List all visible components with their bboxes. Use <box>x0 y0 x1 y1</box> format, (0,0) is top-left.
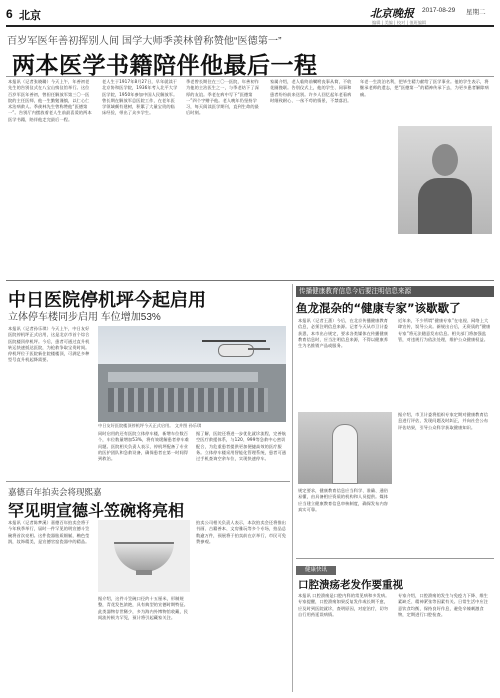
airport-body-left: 本报讯（记者孙乐琪）今天上午，中日友好医院停机坪正式启用，这是北京市首个综合医院楼顶停机坪。今后，患者可通过直升机转运快速抵达医院，为抢救争取宝贵时间。停机坪位于医院新住院楼楼顶，可满足多种型号直升机起降需要。 <box>8 326 90 363</box>
lead-body-col-1: 本报讯（记者张晓璐）今天上午，年善初老先生的告别仪式在八宝山殡仪馆举行。这位百岁军医年善初，曾担任解放军第三〇一医院的主任医师，他一生勤勉谨慎，以仁心仁术治病救人。季羡林先生曾称赞他“医德第一”。告别厅内摆放着老人生前最喜爱的两本医学书籍，陪伴他走完最后一程。 <box>8 79 92 122</box>
airport-headline: 中日医院停机坪今起启用 <box>8 290 206 311</box>
portrait-body <box>418 178 472 234</box>
right-divider-rule <box>296 558 494 559</box>
airport-bottom-rule <box>6 481 290 482</box>
helipad-photo <box>98 326 286 422</box>
bowl-photo <box>98 520 190 592</box>
sculpture-kicker: 嘉德百年拍卖会将现熙嘉 <box>8 487 102 497</box>
right-body-2: 近年来，不少所谓“健康专家”在电视、网络上大肆宣传，误导公众。新规出台后，无资质的“健康专家”将无法随意发布信息。相关部门将加强监管，对违规行为依法处理，维护公众健康权益。 <box>398 318 491 342</box>
masthead-rule <box>6 25 494 27</box>
right-body-3: 规定要求，健康教育信息应当科学、准确、通俗易懂，由具备相应资质的机构和人员提供。媒体应当建立健康教育信息审核制度，确保发布内容真实可靠。 <box>298 488 389 512</box>
right-header-tag: 传播健康教育信息今后要注明信息来源 <box>296 286 494 297</box>
portrait-photo <box>398 126 492 234</box>
issue-date: 2017-08-29 <box>422 7 456 14</box>
lead-body-col-5: 年老一生淡泊名利，把毕生精力献给了医学事业。他的学生表示，将继承老师的遗志，把“医德第一”的精神传承下去，为更多患者解除病痛。 <box>360 79 489 97</box>
right-headline: 鱼龙混杂的“健康专家”该歇歇了 <box>296 301 461 315</box>
lead-kicker: 百岁军医年善初挥别人间 国学大师季羡林曾称赞他“医德第一” <box>7 36 282 47</box>
helicopter-body <box>218 344 254 357</box>
sculpture-body-3: 拍卖公司相关负责人表示，本次拍卖会还将推出书画、古籍善本、文房雅玩等多个专场，拍品总数逾万件，预展将于拍卖前在京举行，市民可免费参观。 <box>196 520 287 544</box>
building-windows <box>108 388 268 412</box>
lead-body-col-4: 家属介绍，老人临终前嘱咐丧事从简，不收花圈挽联。告别仪式上，他的学生、同事和患者纷纷前来送别。许多人回忆起年老看病时细致耐心、一丝不苟的情景，不禁落泪。 <box>270 79 352 103</box>
bottom-right-headline: 口腔溃疡老发作要重视 <box>298 579 403 591</box>
bottom-right-body-2: 专家介绍，口腔溃疡的发生与免疫力下降、维生素缺乏、精神紧张等因素有关。日常生活中应注意饮食均衡，保持良好作息，避免辛辣刺激食物，定期进行口腔检查。 <box>398 593 489 617</box>
portrait-head <box>432 144 458 176</box>
helicopter-tail <box>248 348 270 350</box>
bowl-shape <box>114 542 174 572</box>
right-body-1: 本报讯（记者王蔷）今后，在北京传播健康教育信息，必须注明信息来源。记者今天从市卫计委获悉，本市出台规定，要求各类媒体在传播健康教育信息时，应当注明信息来源，不得以健康养生为名推销产品或服务。 <box>298 318 389 349</box>
helicopter-rotor <box>202 340 266 342</box>
sculpture-body-2: 据介绍，这件斗笠碗口径约十五厘米，形制规整，青花发色浓艳，具有典型的宣德时期特征。此类器物存世稀少，多为海内外博物馆收藏，民间流传极为罕见，预计将引起藏家关注。 <box>98 596 189 620</box>
page-number: 6 <box>6 7 13 21</box>
bottom-right-body-1: 本报讯 口腔溃疡是口腔内科的常见病和多发病。专家提醒，口腔溃疡如果反复发作或长期不愈，应及时到医院就诊，查明原因，对症治疗，切勿自行用药延误病情。 <box>298 593 390 617</box>
lead-bottom-rule <box>6 280 494 281</box>
editor-line: 编辑 | 美编 | 校对 | 值班编辑 <box>372 20 427 25</box>
right-body-4: 据介绍，市卫计委将组织专家定期对健康教育信息进行评估，发现问题及时纠正，并向社会公布评估结果，引导公众科学获取健康知识。 <box>398 412 489 430</box>
airport-subheadline: 立体停车楼同步启用 车位增加53% <box>8 312 161 323</box>
sculpture-body-1: 本报讯（记者陈梦溪）嘉德百年拍卖会将于今年秋季举行，届时一件罕见的明宣德斗笠碗将首次亮相。这件瓷器胎质细腻，釉色莹润，纹饰精美，是宣德官窑瓷器中的精品。 <box>8 520 90 544</box>
section-name: 北京 <box>19 10 41 22</box>
helipad-caption: 中日友好医院楼顶停机坪今天正式启用。 文并图 孙乐琪 <box>98 423 202 428</box>
lead-headline: 两本医学书籍陪伴他最后一程 <box>12 53 318 79</box>
lead-body-col-2: 老人生于1917年8月27日，早年就读于北京协和医学院，1936年考入北平大学医学院，1950年参加中国人民解放军。曾长期在解放军总医院工作，在老年医学领域颇有建树，积累了大量宝贵的临床经验，带出了众多学生。 <box>102 79 178 116</box>
portrait-caption-box <box>398 234 492 246</box>
airport-body-right: 据了解，医院还将进一步优化就诊流程，完善航空医疗救援体系，与120、999等急救中心密切配合，为危重患者提供更加便捷高效的医疗服务。立体停车楼采用智能化管理系统，患者可通过手机查询空余车位，实现快速停车。 <box>196 431 287 462</box>
building-roof <box>108 372 258 382</box>
column-divider <box>292 284 293 692</box>
sculpture-headline: 罕见明宣德斗笠碗将亮相 <box>8 501 185 520</box>
airport-body-mid: 同时启用的还有医院立体停车楼，新增车位数百个，车位数量增加53%，将有效缓解患者停车难问题。医院相关负责人表示，停机坪配备了专业的医护团队和急救设备，确保患者在第一时间得到救治。 <box>98 431 190 462</box>
issue-weekday: 星期二 <box>466 9 486 16</box>
bowl-foot <box>136 570 152 575</box>
paper-name: 北京晚报 <box>370 7 414 20</box>
bottom-right-tag: 健康快讯 <box>296 566 336 575</box>
doctor-figure <box>332 424 358 484</box>
lead-underline <box>6 76 494 77</box>
doctor-photo <box>298 412 392 484</box>
lead-body-col-3: 季老曾长期住在三〇一医院，年善初作为他的主治医生之一，与季老结下了深厚的友谊。季老在病中写下“医德第一”四个字赠予他。老人晚年仍坚持学习，每天阅读医学期刊，直到生命的最后时刻。 <box>186 79 259 116</box>
